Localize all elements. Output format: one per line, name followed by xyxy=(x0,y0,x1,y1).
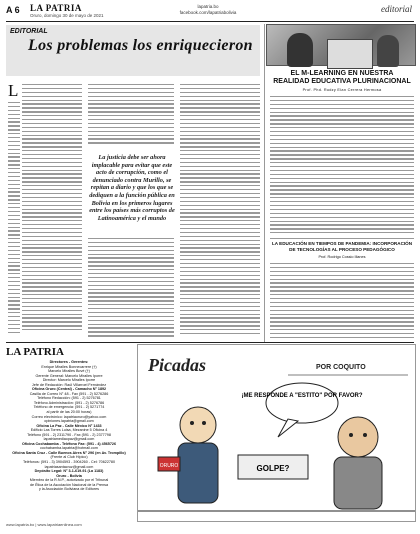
article-photo xyxy=(266,24,416,66)
web-site[interactable]: lapatria.bo xyxy=(197,4,219,9)
credits-line: Teléfono de emergencia: (591 - 2) 5271774 xyxy=(33,405,105,410)
cartoon-tag: GOLPE? xyxy=(256,464,290,473)
web-facebook[interactable]: facebook.com/lapatriabolivia xyxy=(179,10,237,15)
credits-line: Teléfono Redacción: (591 - 2) 5276781 xyxy=(37,396,101,401)
article1-body xyxy=(270,96,414,236)
credits-line: Oficina Santa Cruz - Calle Buenos Aires N° 296 (en Av. Trompillo) xyxy=(12,450,126,455)
credits-masthead: LA PATRIA xyxy=(6,346,64,358)
credits-line: Edificio Las Torres Luisa, Mezanine 5 Oficina 4 xyxy=(30,428,108,433)
credits-line: Gerente General: Marcelo Miralles Iporre xyxy=(35,373,103,378)
credits-line: Teléfonos: (591 - 3) 3904593 - 3904260 - Cel: 70622780 xyxy=(22,460,116,465)
article1-author: Prof. Phd. Rudzy Elan Cerrera Hermosa xyxy=(302,88,382,92)
credits-line: Marcelo Miralles Bové (†) xyxy=(48,369,90,374)
editorial-column-3 xyxy=(180,84,260,342)
credits-line: opiniones.lapatria@gmail.com xyxy=(44,419,94,424)
credits-line: lapatriamediaopaz@gmail.com xyxy=(43,437,95,442)
article2-author: Prof. Rodrigo Cossio Illanes xyxy=(318,255,366,259)
credits-line: lapatriasantacruz@gmail.com xyxy=(44,464,94,469)
credits-line: cochabamba.lapatria@hotmail.com xyxy=(40,446,98,451)
credits-line: de Ética de la Asociación Nacional de la Prensa xyxy=(29,482,109,487)
editorial-label: EDITORIAL xyxy=(10,28,48,35)
editorial-title: Los problemas los enriquecieron xyxy=(28,37,253,54)
editorial-column-2-bottom xyxy=(88,238,174,342)
editorial-column-1b xyxy=(8,102,20,342)
credits-line: Depósito Legal: N° 3-1-619-91 (La 1183) xyxy=(34,469,104,474)
article2-title: LA EDUCACIÓN EN TIEMPOS DE PANDEMIA: INCORPORACIÓN DE TECNOLOGÍAS AL PROCESO PEDAGÓGICO xyxy=(271,241,413,252)
credits-line: Director: Marcelo Miralles Iporre xyxy=(42,378,96,383)
article-divider xyxy=(270,238,414,239)
cartoon-sign: ORURO xyxy=(159,463,179,469)
article1-title: EL M-LEARNING EN NUESTRA REALIDAD EDUCATIVA PLURINACIONAL xyxy=(273,70,411,85)
credits-line: Directores - Gerentes: xyxy=(49,360,89,364)
editorial-column-2-top xyxy=(88,84,174,148)
credits-line: Jefe de Redacción: Raúl Villarroel Fernández xyxy=(31,382,107,387)
column-divider xyxy=(264,24,265,342)
cartoon-drawing xyxy=(138,345,415,521)
article2-body xyxy=(270,263,414,342)
credits-line: Correo electrónico: lapatriaoruro@yahoo.com xyxy=(31,414,107,419)
page-footer: www.lapatria.bo | www.lapatriaenlinea.com xyxy=(6,522,82,527)
cartoon-byline: POR COQUITO xyxy=(316,364,366,371)
header-web xyxy=(168,4,248,16)
credits-line: Oficina La Paz - Calle México N° 1433 xyxy=(36,423,102,428)
credits-line: Oruro - Bolivia xyxy=(56,473,82,478)
credits-line: Oficina Cochabamba - Teléfono Fax: (591 - 4) 4565726 xyxy=(22,441,116,446)
masthead: LA PATRIA xyxy=(30,3,82,13)
credits-line: (Frente al Club Hípico) xyxy=(50,455,88,460)
cartoon-brand: Picadas xyxy=(148,355,206,375)
credits-line: Enrique Miralles Bonnecarrere (†) xyxy=(41,364,97,369)
bottom-section-rule xyxy=(6,342,414,343)
editorial-dropcap: L xyxy=(8,81,19,100)
editorial-pull-quote: La justicia debe ser ahora implacable para evitar que este acto de corrupción, como el denunciado contra Murillo, se repitan a diario y que los que se dediquen a la función pública en Bolivia en los primeros lugares entre los países más corruptos de Latinoamérica y el mundo xyxy=(89,154,175,222)
credits-line: Teléfono (591 - 2) 2311790 - Fax (591 - 2) 2377798 xyxy=(27,432,111,437)
editorial-cartoon xyxy=(137,344,416,522)
credits-line: y la Asociación Boliviana de Editores xyxy=(38,487,100,492)
credits-line: Casilla de Correo N° 48 - Fax (591 - 2) 5276286 xyxy=(29,391,109,396)
issue-date: Oruro, domingo 30 de mayo de 2021 xyxy=(30,13,104,18)
credits-block xyxy=(6,360,132,492)
credits-line: Teléfono Administración: (591 - 2) 5276786 xyxy=(33,400,105,405)
editorial-column-1 xyxy=(22,84,82,342)
section-name: editorial xyxy=(381,4,412,14)
credits-line: Oficina Oruro (Central) - Camacho N° 1892 xyxy=(31,387,107,392)
credits-line: Miembro de la R.N.P., autorizado por el Tribunal xyxy=(29,478,109,483)
page-number: A 6 xyxy=(6,5,20,15)
header-rule xyxy=(6,21,414,22)
credits-line: al partir de las 20:00 horas) xyxy=(46,410,92,415)
cartoon-bubble-text: ¡ME RESPONDE A "ESTITO" POR FAVOR? xyxy=(241,393,363,399)
